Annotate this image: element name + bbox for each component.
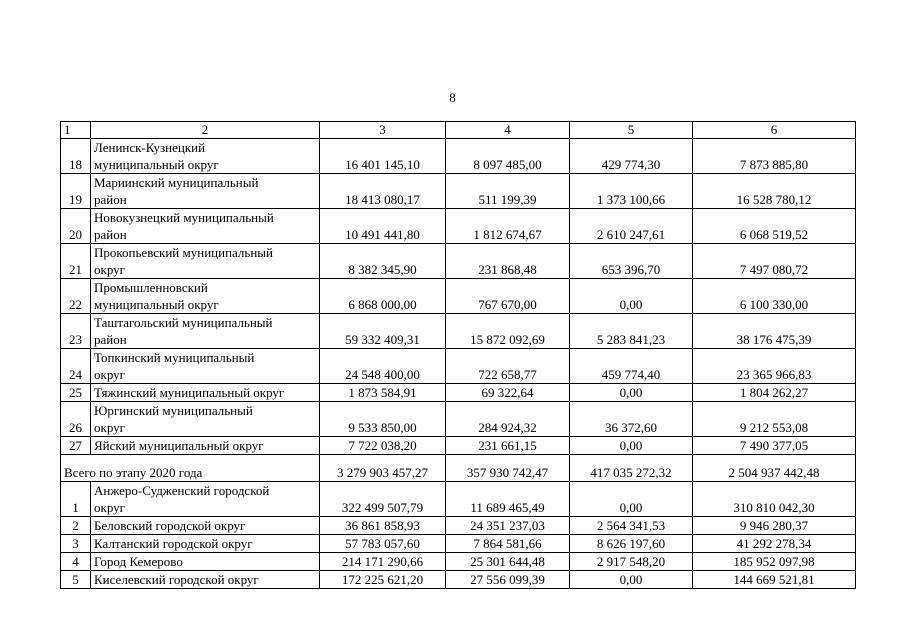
row-number: 26 xyxy=(61,402,91,437)
cell-col-4: 15 872 092,69 xyxy=(446,314,570,349)
cell-col-4: 511 199,39 xyxy=(446,174,570,209)
row-name xyxy=(91,244,320,279)
cell-col-3: 10 491 441,80 xyxy=(320,209,446,244)
row-number: 19 xyxy=(61,174,91,209)
row-name-line-2: район xyxy=(94,192,127,207)
row-name: Киселевский городской округ xyxy=(91,571,320,589)
cell-col-4: 722 658,77 xyxy=(446,349,570,384)
cell-col-4: 231 661,15 xyxy=(446,437,570,455)
cell-col-4: 25 301 644,48 xyxy=(446,553,570,571)
row-name-line-1: Новокузнецкий муниципальный xyxy=(94,210,274,225)
cell-col-3: 1 873 584,91 xyxy=(320,384,446,402)
total-col-6: 2 504 937 442,48 xyxy=(693,455,856,482)
row-name xyxy=(91,402,320,437)
cell-col-3: 24 548 400,00 xyxy=(320,349,446,384)
cell-col-5: 0,00 xyxy=(570,482,693,517)
cell-col-5: 5 283 841,23 xyxy=(570,314,693,349)
cell-col-4: 231 868,48 xyxy=(446,244,570,279)
cell-col-6: 310 810 042,30 xyxy=(693,482,856,517)
row-name: Тяжинский муниципальный округ xyxy=(91,384,320,402)
table-row xyxy=(61,314,856,349)
row-number: 5 xyxy=(61,571,91,589)
row-name-line-1: Анжеро-Судженский городской xyxy=(94,483,270,498)
cell-col-4: 1 812 674,67 xyxy=(446,209,570,244)
row-number: 20 xyxy=(61,209,91,244)
table-row xyxy=(61,174,856,209)
cell-col-6: 9 946 280,37 xyxy=(693,517,856,535)
row-number: 25 xyxy=(61,384,91,402)
header-col-2: 2 xyxy=(91,122,320,139)
header-col-1: 1 xyxy=(61,122,91,139)
cell-col-4: 27 556 099,39 xyxy=(446,571,570,589)
header-col-5: 5 xyxy=(570,122,693,139)
cell-col-3: 16 401 145,10 xyxy=(320,139,446,174)
row-name-line-2: район xyxy=(94,227,127,242)
table-row xyxy=(61,279,856,314)
table-row xyxy=(61,517,856,535)
cell-col-6: 16 528 780,12 xyxy=(693,174,856,209)
cell-col-5: 0,00 xyxy=(570,437,693,455)
cell-col-5: 0,00 xyxy=(570,279,693,314)
cell-col-6: 7 873 885,80 xyxy=(693,139,856,174)
row-name-line-2: район xyxy=(94,332,127,347)
row-name xyxy=(91,174,320,209)
table-row xyxy=(61,349,856,384)
cell-col-6: 7 490 377,05 xyxy=(693,437,856,455)
row-name: Яйский муниципальный округ xyxy=(91,437,320,455)
cell-col-6: 7 497 080,72 xyxy=(693,244,856,279)
cell-col-4: 24 351 237,03 xyxy=(446,517,570,535)
row-name-line-2: округ xyxy=(94,500,125,515)
cell-col-5: 8 626 197,60 xyxy=(570,535,693,553)
table-row xyxy=(61,482,856,517)
cell-col-3: 322 499 507,79 xyxy=(320,482,446,517)
cell-col-4: 284 924,32 xyxy=(446,402,570,437)
cell-col-3: 6 868 000,00 xyxy=(320,279,446,314)
row-name-line-1: Ленинск-Кузнецкий xyxy=(94,140,206,155)
row-number: 21 xyxy=(61,244,91,279)
row-name xyxy=(91,209,320,244)
cell-col-6: 9 212 553,08 xyxy=(693,402,856,437)
row-name xyxy=(91,279,320,314)
row-name-line-2: муниципальный округ xyxy=(94,157,219,172)
row-name-line-2: округ xyxy=(94,420,125,435)
header-col-6: 6 xyxy=(693,122,856,139)
row-name-line-2: округ xyxy=(94,367,125,382)
cell-col-5: 459 774,40 xyxy=(570,349,693,384)
row-number: 4 xyxy=(61,553,91,571)
table-row xyxy=(61,402,856,437)
cell-col-6: 1 804 262,27 xyxy=(693,384,856,402)
row-number: 18 xyxy=(61,139,91,174)
table-row xyxy=(61,244,856,279)
cell-col-6: 185 952 097,98 xyxy=(693,553,856,571)
cell-col-4: 11 689 465,49 xyxy=(446,482,570,517)
row-name: Калтанский городской округ xyxy=(91,535,320,553)
row-name xyxy=(91,139,320,174)
row-name-line-1: Топкинский муниципальный xyxy=(94,350,255,365)
cell-col-6: 144 669 521,81 xyxy=(693,571,856,589)
row-name xyxy=(91,482,320,517)
total-col-3: 3 279 903 457,27 xyxy=(320,455,446,482)
row-number: 23 xyxy=(61,314,91,349)
row-name: Город Кемерово xyxy=(91,553,320,571)
cell-col-5: 429 774,30 xyxy=(570,139,693,174)
page-number: 8 xyxy=(449,90,456,105)
cell-col-3: 57 783 057,60 xyxy=(320,535,446,553)
cell-col-5: 0,00 xyxy=(570,384,693,402)
cell-col-5: 653 396,70 xyxy=(570,244,693,279)
table-row xyxy=(61,553,856,571)
header-col-3: 3 xyxy=(320,122,446,139)
cell-col-6: 41 292 278,34 xyxy=(693,535,856,553)
row-number: 22 xyxy=(61,279,91,314)
row-name-line-1: Прокопьевский муниципальный xyxy=(94,245,273,260)
cell-col-3: 214 171 290,66 xyxy=(320,553,446,571)
total-label: Всего по этапу 2020 года xyxy=(61,455,320,482)
row-name xyxy=(91,314,320,349)
row-name: Беловский городской округ xyxy=(91,517,320,535)
row-number: 1 xyxy=(61,482,91,517)
cell-col-5: 2 610 247,61 xyxy=(570,209,693,244)
row-name-line-2: муниципальный округ xyxy=(94,297,219,312)
cell-col-3: 7 722 038,20 xyxy=(320,437,446,455)
cell-col-4: 69 322,64 xyxy=(446,384,570,402)
row-number: 27 xyxy=(61,437,91,455)
cell-col-5: 2 917 548,20 xyxy=(570,553,693,571)
cell-col-3: 9 533 850,00 xyxy=(320,402,446,437)
budget-table xyxy=(60,121,856,589)
cell-col-3: 36 861 858,93 xyxy=(320,517,446,535)
cell-col-3: 59 332 409,31 xyxy=(320,314,446,349)
total-col-4: 357 930 742,47 xyxy=(446,455,570,482)
table-row xyxy=(61,535,856,553)
table-row xyxy=(61,384,856,402)
row-number: 3 xyxy=(61,535,91,553)
cell-col-3: 8 382 345,90 xyxy=(320,244,446,279)
row-name-line-1: Промышленновский xyxy=(94,280,208,295)
table-row xyxy=(61,571,856,589)
row-name xyxy=(91,349,320,384)
cell-col-5: 36 372,60 xyxy=(570,402,693,437)
cell-col-5: 1 373 100,66 xyxy=(570,174,693,209)
cell-col-4: 767 670,00 xyxy=(446,279,570,314)
cell-col-6: 38 176 475,39 xyxy=(693,314,856,349)
cell-col-6: 6 100 330,00 xyxy=(693,279,856,314)
header-col-4: 4 xyxy=(446,122,570,139)
cell-col-4: 7 864 581,66 xyxy=(446,535,570,553)
cell-col-6: 6 068 519,52 xyxy=(693,209,856,244)
row-number: 24 xyxy=(61,349,91,384)
table-row xyxy=(61,209,856,244)
row-name-line-1: Юргинский муниципальный xyxy=(94,403,253,418)
cell-col-5: 0,00 xyxy=(570,571,693,589)
row-name-line-2: округ xyxy=(94,262,125,277)
table-row xyxy=(61,437,856,455)
row-number: 2 xyxy=(61,517,91,535)
total-row xyxy=(61,455,856,482)
cell-col-3: 18 413 080,17 xyxy=(320,174,446,209)
table-row xyxy=(61,139,856,174)
cell-col-5: 2 564 341,53 xyxy=(570,517,693,535)
cell-col-6: 23 365 966,83 xyxy=(693,349,856,384)
cell-col-4: 8 097 485,00 xyxy=(446,139,570,174)
total-col-5: 417 035 272,32 xyxy=(570,455,693,482)
row-name-line-1: Мариинский муниципальный xyxy=(94,175,259,190)
cell-col-3: 172 225 621,20 xyxy=(320,571,446,589)
row-name-line-1: Таштагольский муниципальный xyxy=(94,315,273,330)
table-header-row xyxy=(61,122,856,139)
